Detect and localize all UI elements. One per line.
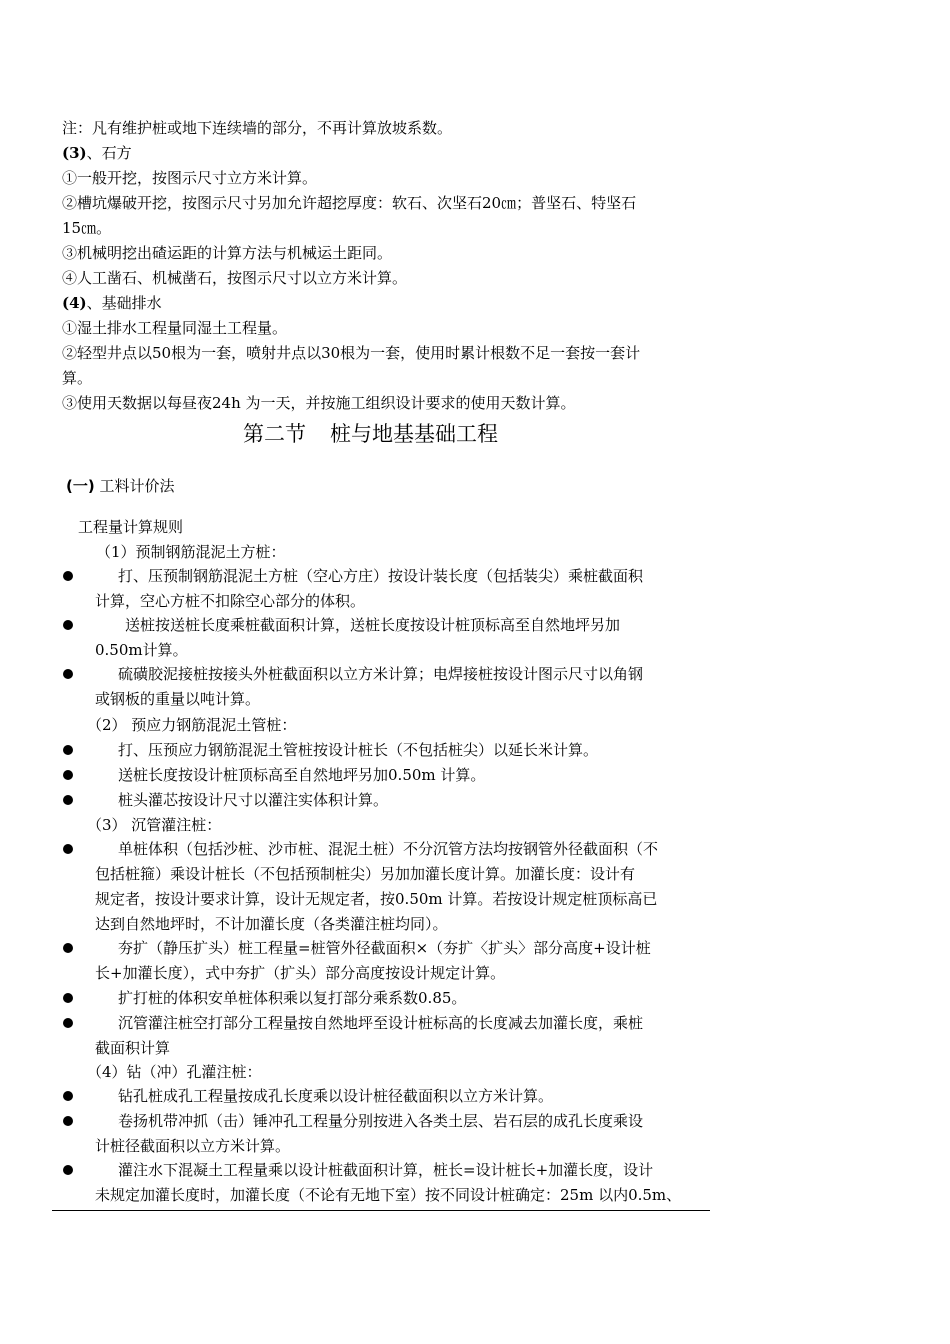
list-item: 打、压预应力钢筋混泥土管桩按设计桩长（不包括桩尖）以延长米计算。 <box>118 741 599 759</box>
heading-stone <box>62 143 712 163</box>
list-item-cont: 规定者，按设计要求计算，设计无规定者，按0.50m 计算。若按设计规定桩顶标高已 <box>95 890 658 908</box>
bullet-icon <box>63 770 73 780</box>
list-item: 单桩体积（包括沙桩、沙市桩、混泥土桩）不分沉管方法均按钢管外径截面积（不 <box>118 840 659 858</box>
list-item: 扩打桩的体积安单桩体积乘以复打部分乘系数0.85。 <box>118 989 467 1007</box>
heading-number: (4) <box>62 294 87 312</box>
drainage-item-2: ②轻型井点以50根为一套，喷射井点以30根为一套，使用时累计根数不足一套按一套计 <box>62 344 641 362</box>
note-line: 注：凡有维护桩或地下连续墙的部分，不再计算放坡系数。 <box>62 119 453 137</box>
bullet-icon <box>63 1018 73 1028</box>
list-item-cont: 计桩径截面积以立方米计算。 <box>95 1137 291 1155</box>
list-item-cont: 截面积计算 <box>95 1039 171 1057</box>
list-item-cont: 0.50m计算。 <box>95 641 188 659</box>
drainage-item-2-cont: 算。 <box>62 369 93 387</box>
list-item: 硫磺胶泥接桩按接头外桩截面积以立方米计算；电焊接桩按设计图示尺寸以角钢 <box>118 665 644 683</box>
section-name: 桩与地基基础工程 <box>330 422 498 446</box>
drainage-item-1: ①湿土排水工程量同湿土工程量。 <box>62 319 288 337</box>
list-item: 打、压预制钢筋混泥土方桩（空心方庄）按设计装长度（包括装尖）乘桩截面积 <box>118 567 644 585</box>
list-item-cont: 长+加灌长度），式中夯扩（扩头）部分高度按设计规定计算。 <box>95 964 506 982</box>
list-item-cont: 达到自然地坪时，不计加灌长度（各类灌注桩均同）。 <box>95 915 448 933</box>
section-number: 第二节 <box>243 422 306 446</box>
list-item: 沉管灌注桩空打部分工程量按自然地坪至设计桩标高的长度减去加灌长度，乘桩 <box>118 1014 644 1032</box>
method-label: 工料计价法 <box>99 477 175 495</box>
heading-number: (3) <box>62 144 87 162</box>
bullet-icon <box>63 844 73 854</box>
list-item-cont: 包括桩箍）乘设计桩长（不包括预制桩尖）另加加灌长度计算。加灌长度：设计有 <box>95 865 636 883</box>
list-item: 夯扩（静压扩头）桩工程量=桩管外径截面积×（夯扩〈扩头〉部分高度+设计桩 <box>118 939 651 957</box>
list-item: 钻孔桩成孔工程量按成孔长度乘以设计桩径截面积以立方米计算。 <box>118 1087 554 1105</box>
method-number: (一) <box>66 477 95 495</box>
bullet-icon <box>63 745 73 755</box>
stone-item-4: ④人工凿石、机械凿石，按图示尺寸以立方米计算。 <box>62 269 408 287</box>
bullet-icon <box>63 669 73 679</box>
sub-heading-1: （1）预制钢筋混泥土方桩： <box>96 543 286 561</box>
list-item: 送桩长度按设计桩顶标高至自然地坪另加0.50m 计算。 <box>118 766 486 784</box>
stone-item-1: ①一般开挖，按图示尺寸立方米计算。 <box>62 169 318 187</box>
list-item-cont: 或钢板的重量以吨计算。 <box>95 690 261 708</box>
method-heading <box>66 476 175 496</box>
bullet-icon <box>63 1116 73 1126</box>
bullet-icon <box>63 1091 73 1101</box>
bullet-icon <box>63 1165 73 1175</box>
list-item-cont: 计算，空心方桩不扣除空心部分的体积。 <box>95 592 366 610</box>
bullet-icon <box>63 795 73 805</box>
bullet-icon <box>63 943 73 953</box>
stone-item-3: ③机械明挖出碴运距的计算方法与机械运土距同。 <box>62 244 393 262</box>
section-title <box>243 420 498 448</box>
stone-item-2: ②槽坑爆破开挖，按图示尺寸另加允许超挖厚度：软石、次坚石20㎝；普坚石、特坚石 <box>62 194 637 212</box>
heading-stone-text: (3)、石方 <box>62 144 132 162</box>
list-item: 桩头灌芯按设计尺寸以灌注实体积计算。 <box>118 791 389 809</box>
drainage-item-3: ③使用天数据以每昼夜24h 为一天，并按施工组织设计要求的使用天数计算。 <box>62 394 576 412</box>
sub-heading-2: （2） 预应力钢筋混泥土管桩： <box>87 716 297 734</box>
bullet-icon <box>63 993 73 1003</box>
list-item: 卷扬机带冲抓（击）锤冲孔工程量分别按进入各类土层、岩石层的成孔长度乘设 <box>118 1112 644 1130</box>
list-item: 灌注水下混凝土工程量乘以设计桩截面积计算，桩长=设计桩长+加灌长度，设计 <box>118 1161 654 1179</box>
bullet-icon <box>63 620 73 630</box>
sub-heading-4: （4）钻（冲）孔灌注桩： <box>87 1063 262 1081</box>
list-item-cont: 未规定加灌长度时，加灌长度（不论有无地下室）按不同设计桩确定：25m 以内0.5m、 <box>95 1186 682 1204</box>
sub-heading-3: （3） 沉管灌注桩： <box>87 816 222 834</box>
heading-drainage: (4)、基础排水 <box>62 294 162 312</box>
stone-item-2-cont: 15㎝。 <box>62 219 112 237</box>
list-item: 送桩按送桩长度乘桩截面积计算，送桩长度按设计桩顶标高至自然地坪另加 <box>125 616 621 634</box>
rules-heading: 工程量计算规则 <box>78 518 184 536</box>
bullet-icon <box>63 571 73 581</box>
bottom-rule <box>52 1210 710 1211</box>
